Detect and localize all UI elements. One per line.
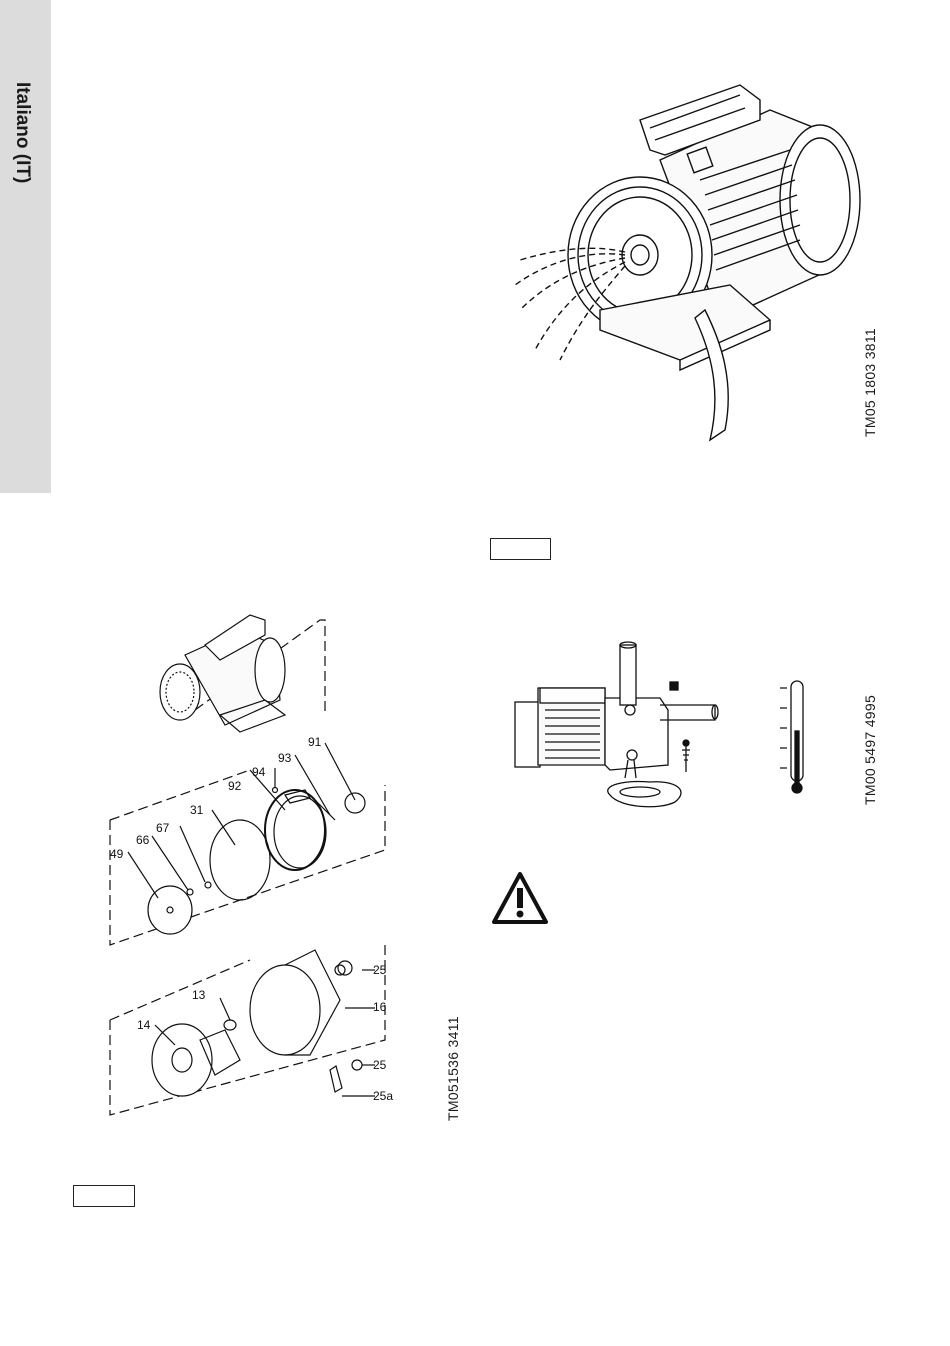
- part-label-16: 16: [373, 1000, 387, 1014]
- part-label-31: 31: [190, 803, 204, 817]
- part-label-25-top: 25: [373, 963, 387, 977]
- part-label-49: 49: [110, 847, 124, 861]
- part-label-25a: 25a: [373, 1089, 394, 1103]
- pump-draining-illustration: [510, 640, 720, 810]
- figure-code-top: TM05 1803 3811: [862, 327, 878, 437]
- part-label-66: 66: [136, 833, 150, 847]
- part-label-93: 93: [278, 751, 292, 765]
- part-label-94: 94: [252, 765, 266, 779]
- pump-exploded-view: [100, 600, 420, 1125]
- language-tab-label: Italiano (IT): [12, 82, 33, 184]
- part-label-67: 67: [156, 821, 170, 835]
- part-label-91: 91: [308, 735, 322, 749]
- part-label-25-bottom: 25: [373, 1058, 387, 1072]
- language-side-tab: [0, 0, 51, 493]
- figure-code-exploded: TM051536 3411: [445, 1016, 461, 1121]
- part-label-13: 13: [192, 988, 206, 1002]
- figure-caption-box-1: [490, 538, 551, 560]
- figure-code-frost: TM00 5497 4995: [862, 694, 878, 805]
- pump-spray-illustration: [500, 80, 870, 450]
- part-label-92: 92: [228, 779, 242, 793]
- thermometer-icon: [775, 676, 815, 801]
- warning-triangle-icon: [490, 870, 550, 926]
- part-label-14: 14: [137, 1018, 151, 1032]
- figure-caption-box-2: [73, 1185, 135, 1207]
